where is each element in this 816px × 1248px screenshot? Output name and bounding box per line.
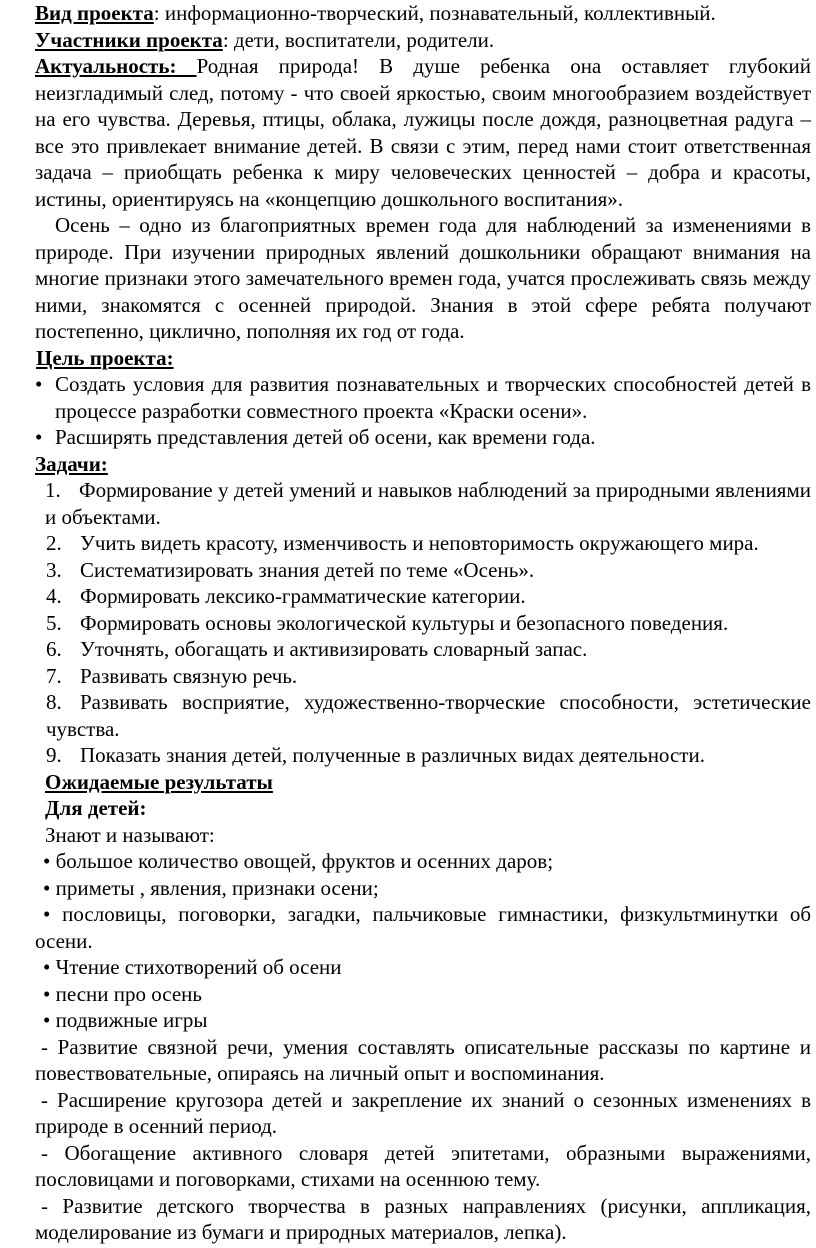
relevance-paragraph-2: Осень – одно из благоприятных времен года для наблюдений за изменениями в природе. При изучении природных явлений дошкольники обращают внимания на многие признаки этого замечательного времен года, учатся прослеживать связь между ними, знакомятся с осенней природой. Знания в этой сфере ребята получают постепенно, циклично, пополняя их год от года. [35,213,811,343]
bullet-icon: • [35,425,43,449]
relevance-paragraph [35,53,811,212]
task-item [35,742,811,769]
know-item [35,954,811,981]
participants-line [35,27,811,54]
result-item: - Развитие связной речи, умения составлять описательные рассказы по картине и повествовательные, опираясь на личный опыт и воспоминания. [35,1034,811,1085]
bullet-icon: • [43,875,51,900]
task-number: 6. [46,637,62,661]
task-number: 8. [46,690,62,714]
goal-item [35,424,811,451]
bullet-icon: • [35,372,43,396]
bullet-icon: • [43,1008,51,1032]
task-text: Развивать восприятие, художественно-творческие способности, эстетические чувства. [46,690,811,741]
know-item [35,1007,811,1034]
know-item-text: приметы , явления, признаки осени; [55,875,379,900]
task-text: Систематизировать знания детей по теме «Осень». [80,557,535,582]
know-item [35,981,811,1008]
relevance-label: Актуальность: [35,54,197,78]
task-item [35,663,811,690]
bullet-icon: • [43,981,51,1006]
know-item [35,875,811,902]
result-item: - Расширение кругозора детей и закрепление их знаний о сезонных изменениях в природе в осенний период. [35,1087,811,1138]
task-item [35,557,811,584]
task-text: Формировать лексико-грамматические категории. [80,584,526,608]
goal-item-text: Создать условия для развития познавательных и творческих способностей детей в процессе разработки совместного проекта «Краски осени». [55,372,811,423]
task-number: 1. [45,478,61,502]
project-type-text: : информационно-творческий, познавательный, коллективный. [153,1,716,25]
know-item-text: подвижные игры [55,1008,208,1032]
for-children-heading: Для детей: [45,796,147,820]
task-text: Учить видеть красоту, изменчивость и неповторимость окружающего мира. [80,531,759,555]
task-number: 9. [46,743,62,767]
task-item [35,583,811,610]
tasks-heading-line [35,451,811,478]
project-type-label: Вид проекта [35,1,154,25]
task-text: Показать знания детей, полученные в различных видах деятельности. [80,743,705,767]
tasks-heading: Задачи: [35,451,108,476]
bullet-icon: • [43,849,51,873]
task-number: 4. [46,584,62,608]
know-item-text: песни про осень [55,981,202,1006]
task-text: Формировать основы экологической культуры и безопасного поведения. [80,610,729,635]
know-intro: Знают и называют: [45,822,215,847]
task-item [35,610,811,637]
know-item [35,901,811,954]
task-item [35,530,811,557]
goal-heading: Цель проекта: [36,345,174,370]
task-item [35,636,811,663]
task-text: Формирование у детей умений и навыков наблюдений за природными явлениями и объектами. [45,478,811,529]
participants-label: Участники проекта [35,27,223,52]
bullet-icon: • [43,955,51,979]
relevance-text: Родная природа! В душе ребенка она оставляет глубокий неизгладимый след, потому - что своей яркостью, своим многообразием воздействует на его чувства. Деревья, птицы, облака, лужицы после дождя, разноцветная радуга – все это привлекает внимание детей. В связи с этим, перед нами стоит ответственная задача – приобщать ребенка к миру человеческих ценностей – добра и красоты, истины, ориентируясь на «концепцию дошкольного воспитания». [35,54,811,211]
bullet-icon: • [43,902,51,926]
result-item: - Развитие детского творчества в разных направлениях (рисунки, аппликация, моделирование из бумаги и природных материалов, лепка). [35,1193,811,1244]
know-item-text: Чтение стихотворений об осени [55,955,342,979]
task-item [35,477,811,530]
task-number: 7. [46,663,62,688]
result-item: - Обогащение активного словаря детей эпитетами, образными выражениями, пословицами и поговорками, стихами на осеннюю тему. [35,1140,811,1191]
project-type-line [35,0,811,27]
task-item [35,689,811,742]
know-item-text: большое количество овощей, фруктов и осенних даров; [55,849,554,873]
goal-item-text: Расширять представления детей об осени, как времени года. [55,425,596,449]
know-item-text: пословицы, поговорки, загадки, пальчиковые гимнастики, физкультминутки об осени. [35,902,812,953]
task-number: 2. [46,531,62,555]
participants-text: : дети, воспитатели, родители. [222,27,495,52]
results-heading-line [35,769,811,796]
goal-heading-line [35,345,811,372]
results-heading: Ожидаемые результаты [45,769,273,794]
goal-item [35,371,811,424]
task-text: Уточнять, обогащать и активизировать словарный запас. [80,637,588,661]
task-number: 3. [46,557,62,582]
task-number: 5. [46,610,62,635]
know-item [35,848,811,875]
task-text: Развивать связную речь. [80,663,298,688]
